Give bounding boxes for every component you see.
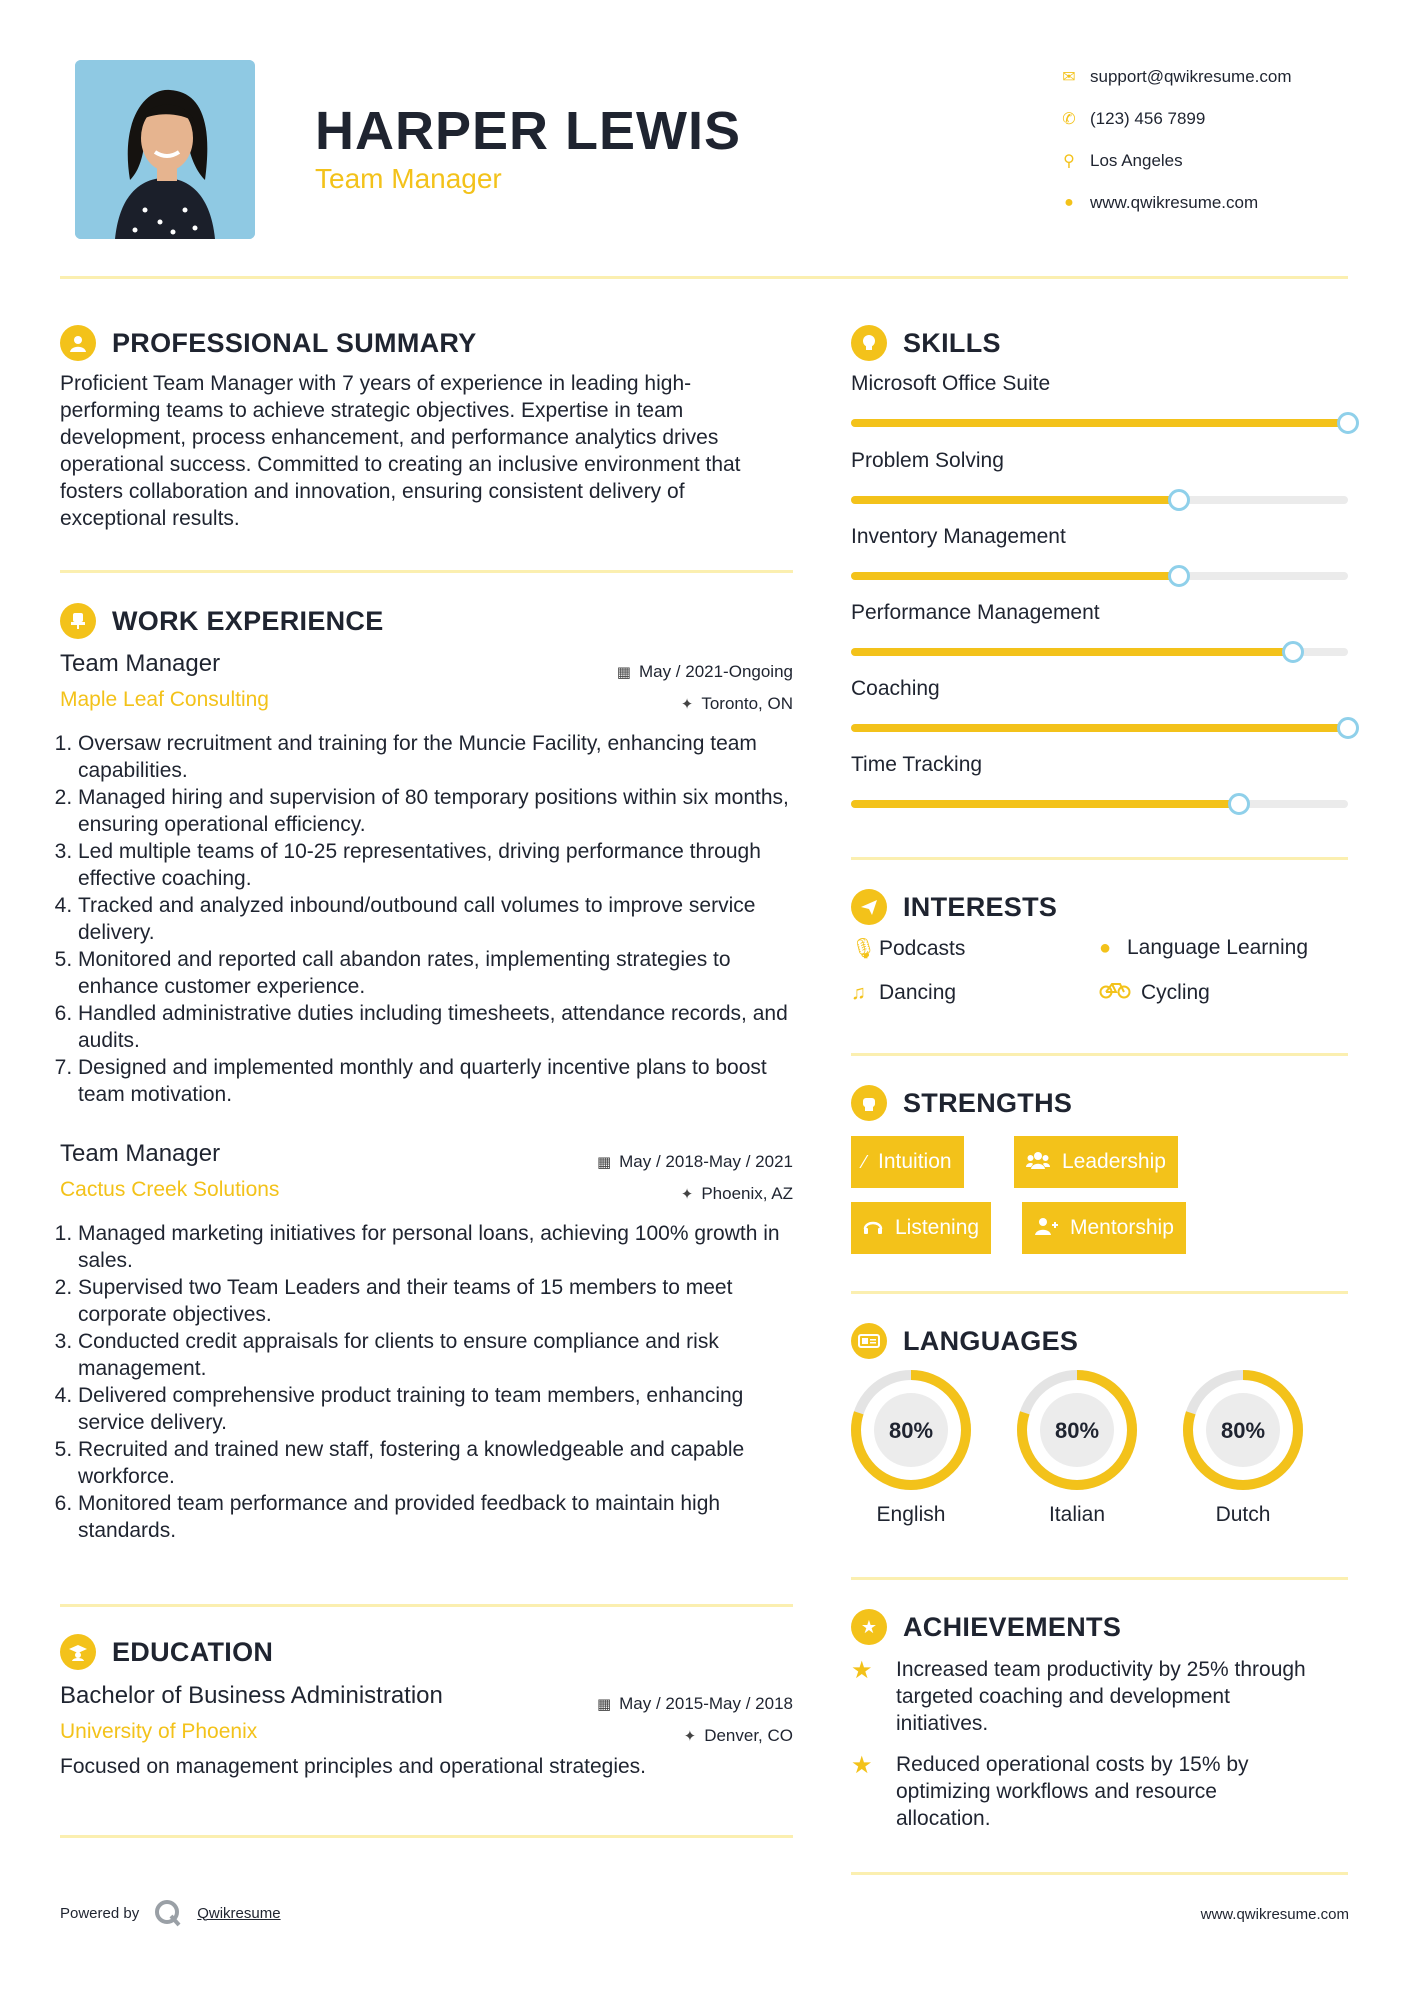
skill-bar-fill (851, 724, 1348, 732)
language-ring (1016, 1369, 1138, 1491)
job-entry (60, 1140, 793, 1544)
users-icon (1026, 1151, 1050, 1174)
footer-url[interactable]: www.qwikresume.com (1200, 1906, 1349, 1923)
job-bullets (60, 1220, 793, 1544)
work-divider (60, 1604, 793, 1607)
graduate-icon (60, 1634, 96, 1670)
job-location: Toronto, ON (701, 694, 793, 713)
education-description: Focused on management principles and operational strategies. (60, 1755, 647, 1778)
job-company: Cactus Creek Solutions (60, 1178, 280, 1201)
skill-item (851, 449, 1351, 504)
education-heading: EDUCATION (60, 1634, 273, 1670)
summary-text: Proficient Team Manager with 7 years of experience in leading high-performing teams to achieve strategic objectives. Expertise in team development, process enhancement, and performance analytics drives operational success. Committed to creating an inclusive environment that fosters collaboration and innovation, ensuring consistent delivery of exceptional results. (60, 372, 741, 530)
header-divider (60, 276, 1348, 279)
user-icon (60, 325, 96, 361)
globe-icon: ● (1064, 194, 1074, 211)
skill-bar (851, 419, 1348, 427)
skill-bar (851, 724, 1348, 732)
skill-bar-knob[interactable] (1337, 717, 1359, 739)
language-item (1016, 1369, 1138, 1527)
skill-bar-fill (851, 496, 1179, 504)
bicycle-icon (1099, 981, 1141, 1005)
magic-wand-icon: ⁄ (863, 1151, 867, 1172)
languages-divider (851, 1577, 1348, 1580)
contact-location: ⚲ Los Angeles (1050, 140, 1380, 182)
skill-bar (851, 648, 1348, 656)
education-entry (60, 1682, 793, 1744)
qwikresume-logo-icon (153, 1898, 183, 1928)
star-icon: ★ (851, 1657, 873, 1684)
skill-bar-fill (851, 648, 1293, 656)
office-chair-icon (60, 603, 96, 639)
language-name: Dutch (1215, 1503, 1271, 1526)
candidate-name: HARPER LEWIS (315, 101, 742, 161)
star-icon: ★ (851, 1752, 873, 1779)
job-bullets (60, 730, 793, 1108)
work-heading: WORK EXPERIENCE (60, 603, 384, 639)
strengths-heading: STRENGTHS (851, 1085, 1072, 1121)
strengths-divider (851, 1291, 1348, 1294)
skill-item (851, 753, 1351, 808)
footer-powered-by: Powered by Qwikresume (60, 1898, 281, 1928)
skill-item (851, 601, 1351, 656)
job-title: Team Manager (60, 650, 221, 677)
skill-item (851, 525, 1351, 580)
job-location: Phoenix, AZ (701, 1184, 793, 1203)
skill-item (851, 372, 1351, 427)
calendar-icon: ▦ (596, 1154, 612, 1171)
language-ring (1182, 1369, 1304, 1491)
education-meta (597, 1688, 793, 1752)
pushpin-icon: ✦ (683, 1728, 697, 1745)
language-name: English (876, 1503, 946, 1526)
strength-tag: Leadership (1014, 1136, 1178, 1188)
list-item: 3. Conducted credit appraisals for clients to ensure compliance and risk management. (78, 1328, 793, 1382)
job-entry (60, 650, 793, 1108)
job-date: May / 2018-May / 2021 (619, 1152, 793, 1171)
skill-name: Problem Solving (851, 449, 1004, 472)
strength-tag: Listening (851, 1202, 991, 1254)
contact-list (1050, 56, 1380, 224)
phone-icon: ✆ (1062, 111, 1076, 128)
job-meta (617, 656, 793, 720)
list-item: 5. Monitored and reported call abandon rates, implementing strategies to enhance customer experience. (78, 946, 793, 1000)
contact-phone[interactable]: ✆ (123) 456 7899 (1050, 98, 1380, 140)
language-percent: 80% (888, 1418, 934, 1443)
skill-bar-knob[interactable] (1168, 565, 1190, 587)
fist-icon (851, 1085, 887, 1121)
degree: Bachelor of Business Administration (60, 1682, 443, 1709)
strength-tag: ⁄ Intuition (851, 1136, 964, 1188)
job-company: Maple Leaf Consulting (60, 688, 269, 711)
profile-photo (75, 60, 255, 239)
language-ring (850, 1369, 972, 1491)
job-title: Team Manager (60, 1140, 221, 1167)
summary-heading: PROFESSIONAL SUMMARY (60, 325, 477, 361)
language-name: Italian (1048, 1503, 1106, 1526)
language-item (1182, 1369, 1304, 1527)
school: University of Phoenix (60, 1720, 258, 1743)
skill-bar-knob[interactable] (1168, 489, 1190, 511)
achievement-item: ★ Reduced operational costs by 15% by optimizing workflows and resource allocation. (851, 1752, 1249, 1830)
skill-bar (851, 572, 1348, 580)
skill-name: Microsoft Office Suite (851, 372, 1051, 395)
calendar-icon: ▦ (616, 664, 631, 681)
language-percent: 80% (1054, 1418, 1100, 1443)
language-item (850, 1369, 972, 1527)
list-item: 2. Supervised two Team Leaders and their teams of 15 members to meet corporate objectives. (78, 1274, 793, 1328)
pushpin-icon: ✦ (680, 1186, 694, 1203)
brand-link[interactable]: Qwikresume (197, 1904, 281, 1922)
list-item: 7. Designed and implemented monthly and quarterly incentive plans to boost team motivation. (78, 1054, 793, 1108)
skill-bar-knob[interactable] (1228, 793, 1250, 815)
microphone-icon: 🎙︎ (851, 938, 877, 960)
list-item: 3. Led multiple teams of 10-25 representatives, driving performance through effective coaching. (78, 838, 793, 892)
headphones-icon (863, 1217, 883, 1240)
paper-plane-icon (851, 889, 887, 925)
contact-email[interactable]: ✉ support@qwikresume.com (1050, 56, 1380, 98)
mail-icon: ✉ (1062, 69, 1076, 86)
language-card-icon (851, 1323, 887, 1359)
location-pin-icon: ⚲ (1063, 153, 1075, 170)
list-item: 4. Tracked and analyzed inbound/outbound call volumes to improve service delivery. (78, 892, 793, 946)
skill-bar (851, 800, 1348, 808)
job-meta (597, 1146, 793, 1210)
skills-divider (851, 857, 1348, 860)
list-item: 6. Monitored team performance and provided feedback to maintain high standards. (78, 1490, 793, 1544)
calendar-icon: ▦ (596, 1696, 612, 1713)
education-date: May / 2015-May / 2018 (619, 1694, 793, 1713)
job-date: May / 2021-Ongoing (638, 662, 793, 681)
achievements-heading: ★ ACHIEVEMENTS (851, 1609, 1121, 1645)
achievement-item: ★ Increased team productivity by 25% through targeted coaching and development initiatives. (851, 1657, 1306, 1735)
music-note-icon: ♫ (851, 981, 866, 1004)
languages-heading: LANGUAGES (851, 1323, 1078, 1359)
interest-item: ● Language Learning (1099, 936, 1309, 959)
strength-tag: Mentorship (1022, 1202, 1186, 1254)
star-badge-icon: ★ (851, 1609, 887, 1645)
skill-bar-knob[interactable] (1282, 641, 1304, 663)
interest-item: ♫ Dancing (851, 981, 957, 1004)
skill-bar (851, 496, 1348, 504)
education-divider (60, 1835, 793, 1838)
skill-bar-fill (851, 419, 1348, 427)
summary-divider (60, 570, 793, 573)
candidate-role: Team Manager (315, 163, 502, 194)
skill-name: Coaching (851, 677, 940, 700)
skill-item (851, 677, 1351, 732)
list-item: 1. Managed marketing initiatives for personal loans, achieving 100% growth in sales. (78, 1220, 793, 1274)
interests-divider (851, 1053, 1348, 1056)
list-item: 6. Handled administrative duties including timesheets, attendance records, and audits. (78, 1000, 793, 1054)
user-plus-icon (1034, 1217, 1058, 1240)
interests-heading: INTERESTS (851, 889, 1057, 925)
skill-name: Performance Management (851, 601, 1100, 624)
pushpin-icon: ✦ (680, 696, 694, 713)
education-location: Denver, CO (704, 1726, 793, 1745)
interest-item: Cycling (1099, 981, 1210, 1005)
contact-website[interactable]: ● www.qwikresume.com (1050, 182, 1380, 224)
globe-icon: ● (1099, 936, 1112, 959)
interest-item: 🎙︎ Podcasts (851, 936, 966, 960)
skill-bar-fill (851, 572, 1179, 580)
list-item: 5. Recruited and trained new staff, fostering a knowledgeable and capable workforce. (78, 1436, 793, 1490)
list-item: 4. Delivered comprehensive product training to team members, enhancing service delivery. (78, 1382, 793, 1436)
skills-heading: SKILLS (851, 325, 1001, 361)
skill-bar-knob[interactable] (1337, 412, 1359, 434)
language-percent: 80% (1220, 1418, 1266, 1443)
skill-name: Time Tracking (851, 753, 983, 776)
achievements-divider (851, 1872, 1348, 1875)
lightbulb-icon (851, 325, 887, 361)
list-item: 1. Oversaw recruitment and training for the Muncie Facility, enhancing team capabilities. (78, 730, 793, 784)
skill-bar-fill (851, 800, 1239, 808)
skill-name: Inventory Management (851, 525, 1066, 548)
list-item: 2. Managed hiring and supervision of 80 temporary positions within six months, ensuring operational efficiency. (78, 784, 793, 838)
